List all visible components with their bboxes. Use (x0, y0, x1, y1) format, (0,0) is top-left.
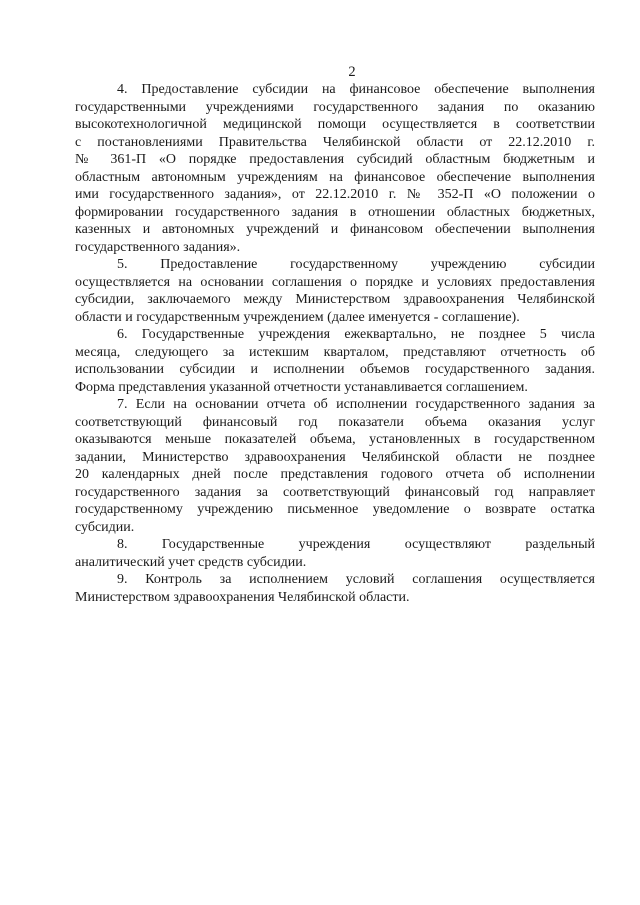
paragraph-line: государственными учреждениями государственного задания по оказанию (75, 99, 595, 115)
paragraph-line: государственному учреждению письменное уведомление о возврате остатка (75, 502, 595, 518)
paragraph-line: задании, Министерство здравоохранения Челябинской области не позднее (75, 449, 595, 465)
paragraph-line: высокотехнологичной медицинской помощи осуществляется в соответствии (75, 117, 595, 133)
paragraph-line: 20 календарных дней после представления годового отчета об исполнении (75, 467, 595, 483)
paragraph-line: № 361-П «О порядке предоставления субсидий областным бюджетным и (75, 152, 595, 168)
paragraph-line: Форма представления указанной отчетности устанавливается соглашением. (75, 379, 528, 395)
document-body (75, 81, 595, 606)
paragraph-5 (75, 256, 595, 326)
paragraph-4 (75, 81, 595, 256)
paragraph-line: казенных и автономных учреждений и финансовом обеспечении выполнения (75, 222, 595, 238)
page-number: 2 (348, 63, 356, 80)
paragraph-line: ими государственного задания», от 22.12.2010 г. № 352-П «О положении о (75, 187, 595, 203)
paragraph-line: 5. Предоставление государственному учреждению субсидии (117, 257, 595, 273)
paragraph-line: области и государственным учреждением (далее именуется - соглашение). (75, 309, 520, 325)
paragraph-line: с постановлениями Правительства Челябинской области от 22.12.2010 г. (75, 134, 595, 150)
paragraph-line: областным автономным учреждениям на финансовое обеспечение выполнения (75, 169, 595, 185)
paragraph-line: субсидии. (75, 519, 135, 535)
paragraph-line: 7. Если на основании отчета об исполнении государственного задания за (117, 397, 595, 413)
paragraph-line: государственного задания за соответствующий финансовый год направляет (75, 484, 595, 500)
paragraph-line: 9. Контроль за исполнением условий соглашения осуществляется (117, 572, 595, 588)
paragraph-line: субсидии, заключаемого между Министерством здравоохранения Челябинской (75, 292, 595, 308)
paragraph-line: оказываются меньше показателей объема, установленных в государственном (75, 432, 595, 448)
paragraph-line: формировании государственного задания в отношении областных бюджетных, (75, 204, 595, 220)
paragraph-line: месяца, следующего за истекшим кварталом, представляют отчетность об (75, 344, 595, 360)
paragraph-7 (75, 396, 595, 536)
paragraph-line: 4. Предоставление субсидии на финансовое обеспечение выполнения (117, 82, 595, 98)
paragraph-line: 6. Государственные учреждения ежеквартально, не позднее 5 числа (117, 327, 595, 343)
paragraph-line: осуществляется на основании соглашения о порядке и условиях предоставления (75, 274, 595, 290)
paragraph-8 (75, 536, 595, 571)
paragraph-line: аналитический учет средств субсидии. (75, 554, 307, 570)
paragraph-9 (75, 571, 595, 606)
paragraph-line: 8. Государственные учреждения осуществляют раздельный (117, 537, 595, 553)
paragraph-line: использовании субсидии и исполнении объемов государственного задания. (75, 362, 595, 378)
paragraph-line: государственного задания». (75, 239, 241, 255)
paragraph-6 (75, 326, 595, 396)
paragraph-line: Министерством здравоохранения Челябинской области. (75, 589, 410, 605)
paragraph-line: соответствующий финансовый год показатели объема оказания услуг (75, 414, 595, 430)
